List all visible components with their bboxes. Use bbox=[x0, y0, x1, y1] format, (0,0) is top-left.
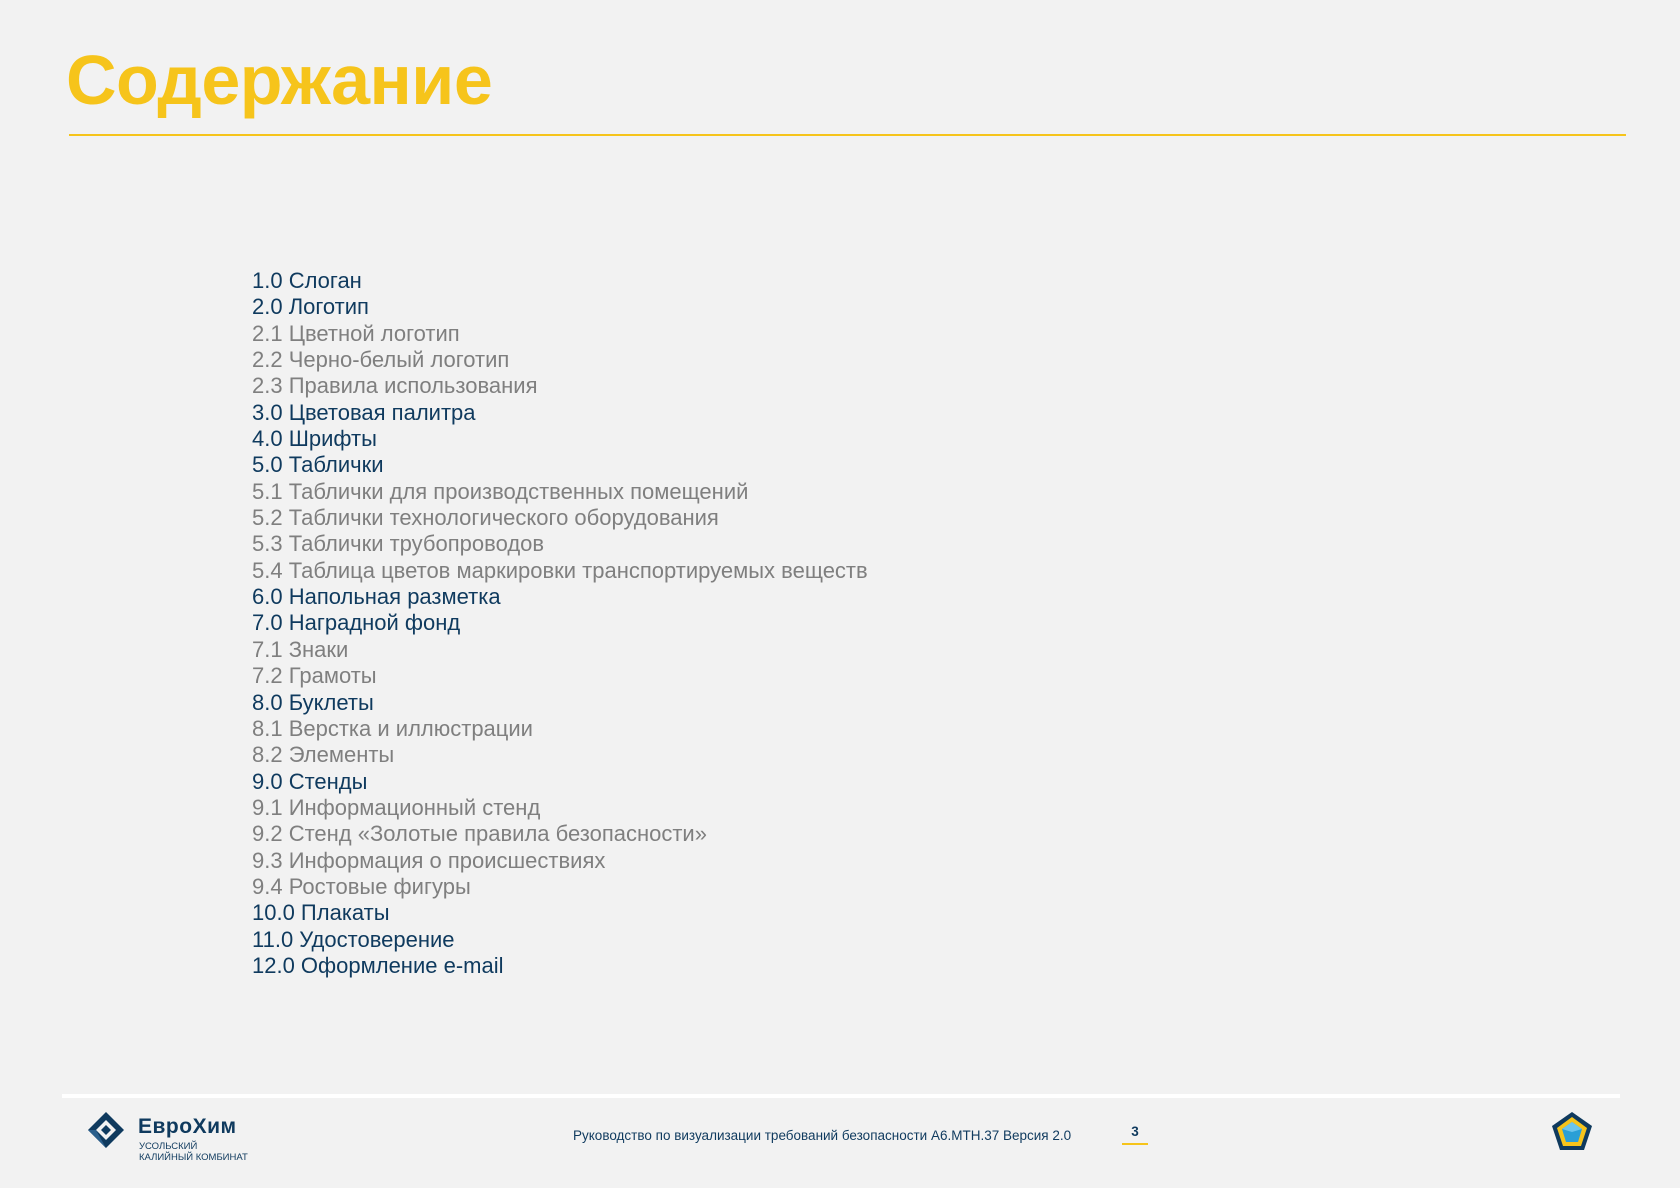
toc-section[interactable]: 10.0 Плакаты bbox=[252, 900, 390, 926]
toc-section[interactable]: 6.0 Напольная разметка bbox=[252, 584, 501, 610]
toc-subsection[interactable]: 7.1 Знаки bbox=[252, 636, 349, 662]
toc-subsection[interactable]: 2.1 Цветной логотип bbox=[252, 320, 460, 346]
document-title: Руководство по визуализации требований безопасности А6.МТН.37 Версия 2.0 bbox=[573, 1128, 1072, 1143]
brand-subtitle-line: КАЛИЙНЫЙ КОМБИНАТ bbox=[139, 1151, 248, 1163]
toc-subsection[interactable]: 7.2 Грамоты bbox=[252, 663, 377, 689]
brand-subtitle-line: УСОЛЬСКИЙ bbox=[139, 1141, 198, 1152]
toc-section[interactable]: 1.0 Слоган bbox=[252, 268, 362, 293]
footer-divider bbox=[62, 1094, 1620, 1098]
toc-section[interactable]: 12.0 Оформление e-mail bbox=[252, 952, 504, 978]
eurochem-logo-icon bbox=[86, 1110, 130, 1150]
brand-subtitle bbox=[139, 1142, 248, 1163]
toc-subsection[interactable]: 9.2 Стенд «Золотые правила безопасности» bbox=[252, 821, 707, 847]
pentagon-emblem-icon bbox=[1550, 1110, 1594, 1154]
toc-subsection[interactable]: 8.1 Верстка и иллюстрации bbox=[252, 715, 533, 741]
toc-subsection[interactable]: 8.2 Элементы bbox=[252, 742, 395, 768]
toc-subsection[interactable]: 9.4 Ростовые фигуры bbox=[252, 873, 471, 899]
toc-section[interactable]: 8.0 Буклеты bbox=[252, 689, 374, 715]
toc-subsection[interactable]: 9.3 Информация о происшествиях bbox=[252, 847, 606, 873]
toc-subsection[interactable]: 9.1 Информационный стенд bbox=[252, 794, 541, 820]
toc-section[interactable]: 11.0 Удостоверение bbox=[252, 926, 455, 952]
toc-section[interactable]: 3.0 Цветовая палитра bbox=[252, 399, 476, 425]
toc-section[interactable]: 5.0 Таблички bbox=[252, 452, 384, 478]
page-number: 3 bbox=[1122, 1124, 1148, 1145]
brand-logo bbox=[86, 1110, 256, 1166]
toc-subsection[interactable]: 5.1 Таблички для производственных помещений bbox=[252, 478, 749, 504]
toc-section[interactable]: 2.0 Логотип bbox=[252, 294, 369, 320]
toc-section[interactable]: 7.0 Наградной фонд bbox=[252, 610, 461, 636]
page-title: Содержание bbox=[66, 41, 493, 119]
title-divider bbox=[69, 134, 1626, 136]
toc-section[interactable]: 4.0 Шрифты bbox=[252, 426, 377, 452]
toc-subsection[interactable]: 5.4 Таблица цветов маркировки транспортируемых веществ bbox=[252, 557, 868, 583]
brand-name: ЕвроХим bbox=[138, 1115, 237, 1138]
toc-subsection[interactable]: 5.2 Таблички технологического оборудования bbox=[252, 505, 719, 531]
table-of-contents bbox=[252, 268, 868, 979]
toc-subsection[interactable]: 5.3 Таблички трубопроводов bbox=[252, 531, 545, 557]
toc-subsection[interactable]: 2.3 Правила использования bbox=[252, 373, 538, 399]
toc-section[interactable]: 9.0 Стенды bbox=[252, 768, 368, 794]
toc-subsection[interactable]: 2.2 Черно-белый логотип bbox=[252, 347, 510, 373]
